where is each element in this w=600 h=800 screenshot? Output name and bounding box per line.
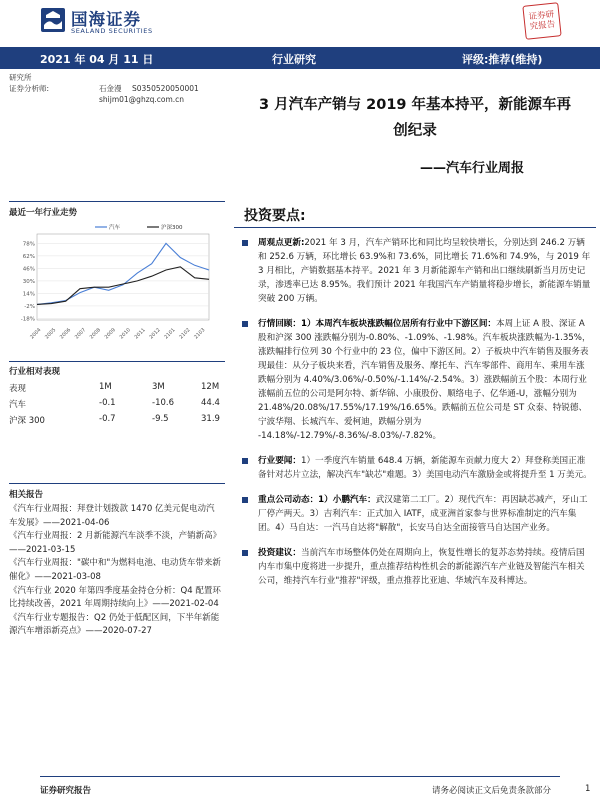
related-report-link[interactable]: 《汽车行业周报：2 月新能源汽车淡季不淡，产销新高》——2021-03-15 <box>9 531 222 555</box>
x-tick-label: 2004 <box>29 327 43 341</box>
invest-divider <box>234 227 596 228</box>
table-cell: 31.9 <box>201 414 220 424</box>
table-header: 12M <box>201 382 220 392</box>
y-tick-label: 78% <box>22 241 35 248</box>
footer-divider <box>40 776 560 777</box>
table-cell: -10.6 <box>152 398 174 408</box>
report-title <box>234 92 596 144</box>
x-tick-label: 2008 <box>88 327 103 341</box>
brand-logo <box>40 6 175 38</box>
invest-point-head: 行情回顾：1）本周汽车板块涨跌幅位居所有行业中下游区间： <box>258 319 497 329</box>
x-tick-label: 2009 <box>103 327 117 341</box>
report-title-line: 创纪录 <box>393 123 437 139</box>
chart-frame <box>37 234 209 320</box>
invest-point-body: 武汉建第二工厂。2）现代汽车：再因缺芯减产，牙山工厂停产两天。3）吉利汽车：正式加入 IATF，成亚洲首家参与世界标准制定的汽车集团。4）马自达：一汽马自达将"解散"，长安马自达全面接管马自达国产业务。 <box>258 495 588 533</box>
analyst-license: S0350520050001 <box>132 84 199 93</box>
table-cell: 44.4 <box>201 398 220 408</box>
page-number: 1 <box>585 784 591 794</box>
invest-point-head: 重点公司动态：1）小鹏汽车： <box>258 495 376 505</box>
footer-disclaimer: 请务必阅读正文后免责条款部分 <box>432 786 552 796</box>
main-content <box>234 72 596 772</box>
related-divider <box>9 483 225 484</box>
report-date: 2021 年 04 月 11 日 <box>40 53 154 66</box>
series-line-car <box>37 243 209 304</box>
bullet-square-icon <box>242 321 248 327</box>
y-tick-label: 30% <box>22 278 35 285</box>
report-category: 行业研究 <box>272 53 316 66</box>
x-tick-label: 2012 <box>148 327 162 341</box>
table-row <box>9 396 225 412</box>
table-row <box>9 412 225 428</box>
table-header: 3M <box>152 382 165 392</box>
related-report-link[interactable]: 《汽车行业专题报告：Q2 仍处于低配区间，下半年新能源汽车增添新亮点》——2020-07-27 <box>9 612 220 637</box>
related-reports-list <box>9 503 223 639</box>
table-header: 表现 <box>9 384 27 394</box>
x-tick-label: 2010 <box>118 327 132 341</box>
related-report-link[interactable]: 《汽车行业 2020 年第四季度基金持仓分析：Q4 配置环比持续改善，2021 年周期持续向上》——2021-02-04 <box>9 585 221 610</box>
analyst-email-row <box>9 94 229 105</box>
y-tick-label: -18% <box>20 316 35 323</box>
table-header-row <box>9 380 225 396</box>
report-rating: 评级:推荐(维持) <box>462 53 543 66</box>
x-tick-label: 2006 <box>58 327 73 341</box>
table-cell: 沪深 300 <box>9 416 45 426</box>
bullet-square-icon <box>242 240 248 246</box>
x-tick-label: 2102 <box>178 327 192 341</box>
invest-point-body: 当前汽车市场整体仍处在周期向上，恢复性增长的复苏态势持续。疫情后国内车市集中度将进一步提升，重点推荐结构性机会的新能源汽车产业链及智能汽车相关公司，维持汽车行业"推荐"评级，重点推荐比亚迪、华域汽车及科博达。 <box>258 548 585 586</box>
x-tick-label: 2007 <box>73 327 88 341</box>
bullet-square-icon <box>242 550 248 556</box>
invest-points-list <box>242 236 592 599</box>
bullet-square-icon <box>242 458 248 464</box>
industry-trend-chart <box>9 220 217 348</box>
y-tick-label: 14% <box>22 291 35 298</box>
invest-point-body: 本周上证 A 股、深证 A 股和沪深 300 涨跌幅分别为-0.80%、-1.09%、-1.98%。汽车板块涨跌幅为-1.35%，涨跌幅排行位列 30 个行业中的 23 位，偏中下游区间。2）子板块中汽车销售及服务表现最佳：从分子板块来看，汽车销售及服务、摩托车、汽车零部件、商用车、乘用车涨跌幅分别为 4.40%/3.06%/-0.50%/-1.14%/-2.54%。3）涨跌幅前五个股：本周行业涨幅前五位的公司是阿尔特、新华锦、小康股份、顺络电子、亿华通-U，涨幅分别为 21.48%/20.08%/17.55%/17.19%/16.65%。跌幅前五位公司是 ST 众泰、特锐德、宁波华翔、长城汽车、爱柯迪，跌幅分别为 -14.18%/-12.79%/-8.36%/-8.03%/-7.82%。 <box>258 319 591 441</box>
analyst-name: 石金漫 <box>99 84 122 93</box>
invest-point-head: 周观点更新: <box>258 238 305 248</box>
related-report-link[interactable]: 《汽车行业周报：拜登计划拨款 1470 亿美元促电动汽车发展》——2021-04-06 <box>9 504 215 528</box>
legend-entry: 沪深300 <box>161 225 183 231</box>
trend-divider <box>9 201 225 202</box>
brand-name-en: SEALAND SECURITIES <box>71 27 153 35</box>
research-report-stamp: 证券研 究报告 <box>522 2 561 40</box>
x-tick-label: 2101 <box>163 327 177 341</box>
y-tick-label: 62% <box>22 253 35 260</box>
x-tick-label: 2005 <box>44 327 58 341</box>
x-tick-label: 2011 <box>133 327 147 341</box>
related-report-link[interactable]: 《汽车行业周报："碳中和"为燃料电池、电动货车带来新催化》——2021-03-08 <box>9 558 221 582</box>
table-cell: -0.1 <box>99 398 116 408</box>
table-cell: -0.7 <box>99 414 116 424</box>
analyst-dept: 研究所 <box>9 73 32 82</box>
invest-point-body: 2021 年 3 月，汽车产销环比和同比均呈较快增长，分别达到 246.2 万辆和 252.6 万辆，环比增长 63.9%和 73.6%，同比增长 71.6%和 74.9%，与 2019 年 3 月相比，产销数据基本持平。2021 年 3 月新能源车产销和出口继续刷新当月历史记录，渗透率已达 8.95%。我们预计 2021 年我国汽车产销量将稳步增长，新能源车销量突破 200 万辆。 <box>258 238 591 304</box>
invest-points-title: 投资要点: <box>244 208 306 224</box>
related-label: 相关报告 <box>9 490 44 500</box>
table-cell: -9.5 <box>152 414 169 424</box>
perf-divider <box>9 361 225 362</box>
table-header: 1M <box>99 382 112 392</box>
analyst-email[interactable]: shijm01@ghzq.com.cn <box>99 95 185 104</box>
invest-point <box>242 546 592 588</box>
report-subtitle: ——汽车行业周报 <box>419 161 524 176</box>
sealand-logo-icon <box>40 7 66 33</box>
bullet-square-icon <box>242 497 248 503</box>
analyst-row <box>9 83 229 94</box>
performance-table <box>9 380 225 428</box>
brand-name-cn: 国海证券 <box>71 10 141 29</box>
invest-point <box>242 454 592 482</box>
invest-point-body: 1）一季度汽车销量 648.4 万辆，新能源车贡献力度大 2）拜登称美国正准备针对芯片立法，解决汽车"缺芯"难题。3）美国电动汽车激励金或将提升至 1 万美元。 <box>258 456 592 480</box>
legend-entry: 汽车 <box>109 225 121 231</box>
invest-point <box>242 236 592 306</box>
perf-label: 行业相对表现 <box>9 367 61 377</box>
footer-left: 证券研究报告 <box>40 786 92 796</box>
analyst-role: 证券分析师: <box>9 84 50 93</box>
table-cell: 汽车 <box>9 400 27 410</box>
report-info-bar <box>0 47 600 69</box>
y-tick-label: -2% <box>24 303 35 310</box>
invest-point-head: 投资建议： <box>258 548 301 558</box>
invest-point <box>242 493 592 535</box>
trend-label: 最近一年行业走势 <box>9 208 78 218</box>
invest-point-head: 行业要闻： <box>258 456 301 466</box>
page-footer <box>0 778 600 800</box>
invest-point <box>242 317 592 443</box>
x-tick-label: 2103 <box>193 327 207 341</box>
report-title-line: 3 月汽车产销与 2019 年基本持平，新能源车再 <box>258 97 572 113</box>
series-line-hs300 <box>37 267 209 305</box>
report-header <box>0 0 600 44</box>
y-tick-label: 46% <box>22 266 35 273</box>
